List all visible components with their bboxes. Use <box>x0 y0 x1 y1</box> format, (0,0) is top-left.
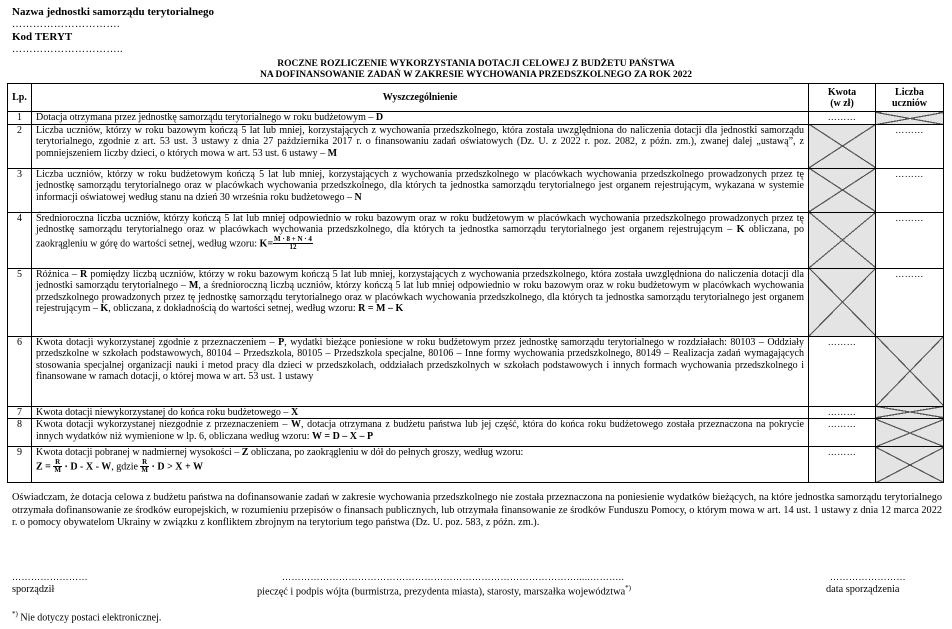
row-description <box>32 406 809 419</box>
table-row <box>8 268 944 336</box>
row-text: Średnioroczna liczba uczniów, którzy kończą 5 lat lub mniej odpowiednio w roku bazowym oraz w roku budżetowym w placówkach wychowania przedszkolnego prowadzonych przez tę jednostkę samorządu terytorialnego oraz w placówkach wychowania przedszkolnego, dla których ta jednostka samorządu terytorialnego jest organem rejestrującym – <box>36 212 804 236</box>
row-description <box>32 112 809 125</box>
row-text: Kwota dotacji niewykorzystanej do końca roku budżetowego – <box>36 406 291 418</box>
row-formula: R = M – K <box>358 303 404 315</box>
row-variable: Z <box>241 447 249 459</box>
row-text-cont: obliczana, po zaokrągleniu w dół do pełnych groszy, według wzoru: <box>248 447 524 459</box>
row-description <box>32 124 809 168</box>
row-lp: 5 <box>8 268 32 336</box>
fraction-denominator: 12 <box>289 243 297 252</box>
fraction-denominator: M <box>54 466 61 475</box>
footnote <box>12 610 161 623</box>
crossed-cell <box>876 419 944 447</box>
row-text: Różnica – <box>36 268 81 280</box>
crossed-cell <box>809 168 876 212</box>
crossed-cell <box>876 112 944 125</box>
row-lp: 2 <box>8 124 32 168</box>
row-variable: M <box>327 147 338 159</box>
row-variable: R <box>80 268 88 280</box>
fraction-denominator: M <box>141 466 149 475</box>
crossed-cell <box>876 336 944 406</box>
col-amount-header-line1: Kwota <box>827 86 857 98</box>
row-text-cont: , dotacja otrzymana z budżetu państwa lub jej część, która do końca roku budżetowego została przeznaczona na pokrycie innych wydatków niż wymienione w lp. 6, obliczana według wzoru: <box>36 419 804 442</box>
col-count-header-line1: Liczba <box>895 86 924 98</box>
table-row <box>8 168 944 212</box>
jst-name-field[interactable]: …………………………. <box>12 19 120 30</box>
author-label: sporządził <box>12 584 55 595</box>
col-count-header-line2: uczniów <box>892 97 927 109</box>
formula-fraction <box>53 459 62 475</box>
amount-field[interactable]: ……… <box>809 406 876 419</box>
row-lp: 9 <box>8 447 32 483</box>
row-description <box>32 212 809 268</box>
table-row <box>8 212 944 268</box>
amount-field[interactable]: ……… <box>809 336 876 406</box>
col-count-header <box>876 84 944 112</box>
row-text-cont-2: , a średnioroczną liczbą uczniów, którzy kończą 5 lat lub mniej odpowiednio w roku bazowym oraz w roku budżetowym w placówkach wychowania przedszkolnego prowadzonych przez tę jednostkę samorządu terytorialnego oraz w placówkach wychowania przedszkolnego, dla których ta jednostka samorządu terytorialnego jest organem rejestrującym – <box>36 280 804 315</box>
row-lp: 3 <box>8 168 32 212</box>
table-row <box>8 336 944 406</box>
stamp-signature-field[interactable]: ………………………………………………………………………………….....……….. <box>282 572 625 582</box>
count-field[interactable]: ……… <box>876 212 944 268</box>
amount-field[interactable]: ……… <box>809 112 876 125</box>
author-signature-field[interactable]: …………………… <box>12 572 88 582</box>
footnote-text: Nie dotyczy postaci elektronicznej. <box>17 612 162 624</box>
row-lp: 8 <box>8 419 32 447</box>
row-text-cont: obliczana, po zaokrągleniu w górę do wartości setnej, według wzoru: <box>36 224 805 250</box>
settlement-table <box>7 83 944 483</box>
row-lp: 7 <box>8 406 32 419</box>
fraction-numerator: R <box>142 457 148 466</box>
formula-fraction-2 <box>140 459 149 475</box>
row-text: Kwota dotacji wykorzystanej niezgodnie z przeznaczeniem – <box>36 419 291 431</box>
crossed-cell <box>809 124 876 168</box>
fraction-numerator: R <box>55 457 61 466</box>
row-text-cont: pomiędzy liczbą uczniów, którzy w roku bazowym kończą 5 lat lub mniej, korzystających z wychowania przedszkolnego, która została uwzględniona do naliczenia dotacji dla jednostki samorządu terytorialnego – <box>36 268 804 292</box>
footnote-mark: *) <box>12 610 18 618</box>
formula-fraction <box>273 236 313 252</box>
table-row <box>8 447 944 483</box>
count-field[interactable]: ……… <box>876 268 944 336</box>
col-lp-header: Lp. <box>8 84 32 112</box>
table-row <box>8 406 944 419</box>
amount-field[interactable]: ……… <box>809 447 876 483</box>
row-variable: P <box>278 336 285 348</box>
table-row <box>8 124 944 168</box>
date-field[interactable]: …………………… <box>830 572 906 582</box>
stamp-label-text: pieczęć i podpis wójta (burmistrza, prezydenta miasta), starosty, marszałka województwa <box>257 586 626 598</box>
row-variable: W <box>291 419 301 431</box>
teryt-label: Kod TERYT <box>12 31 73 43</box>
row-text: Liczba uczniów, którzy w roku budżetowym kończą 5 lat lub mniej, korzystających z wychowania przedszkolnego w placówkach wychowania przedszkolnego prowadzonych przez tę jednostkę samorządu terytorialnego oraz w placówkach wychowania przedszkolnego, dla których ta jednostka samorządu terytorialnego jest organem rejestrującym, wykazana w systemie informacji oświatowej według stanu na dzień 30 września roku budżetowego – <box>36 168 804 203</box>
formula-lhs: Z = <box>36 461 54 473</box>
formula-lhs: K= <box>259 238 274 250</box>
row-description <box>32 168 809 212</box>
row-description <box>32 336 809 406</box>
form-title-line1: ROCZNE ROZLICZENIE WYKORZYSTANIA DOTACJI CELOWEJ Z BUDŻETU PAŃSTWA <box>277 59 675 69</box>
form-title-line2: NA DOFINANSOWANIE ZADAŃ W ZAKRESIE WYCHOWANIA PRZEDSZKOLNEGO ZA ROK 2022 <box>259 70 693 80</box>
crossed-cell <box>809 268 876 336</box>
declaration-statement: Oświadczam, że dotacja celowa z budżetu państwa na dofinansowanie zadań w zakresie wychowania przedszkolnego nie została przeznaczona na poniesienie wydatków bieżących, na które jednostka samorządu terytorialnego otrzymała dofinansowanie ze środków europejskich, w rozumieniu przepisów o finansach publicznych, lub otrzymała finansowanie ze środków Funduszu Pomocy, o którym mowa w art. 14 ust. 1 ustawy z dnia 12 marca 2022 r. o pomocy obywatelom Ukrainy w związku z konfliktem zbrojnym na terytorium tego państwa (Dz. U. poz. 583, z późn. zm.). <box>12 492 942 528</box>
row-text-cont: , wydatki bieżące poniesione w roku budżetowym przez jednostkę samorządu terytorialnego w rozdziałach: 80103 – Oddziały przedszkolne w szkołach podstawowych, 80104 – Przedszkola, 80105 – Przedszkola specjalne, 80106 – Inne formy wychowania przedszkolnego, 80149 – Realizacja zadań wymagających stosowania specjalnej organizacji nauki i metod pracy dla dzieci w przedszkolach, oddziałach przedszkolnych w szkołach podstawowych i innych formach wychowania przedszkolnego i finansowane w ramach dotacji, o której mowa w art. 53 ust. 1 ustawy <box>36 336 804 383</box>
row-description <box>32 447 809 483</box>
footnote-marker: *) <box>625 584 632 592</box>
formula-tail: · D > X + W <box>149 461 204 473</box>
date-label: data sporządzenia <box>826 584 900 595</box>
count-field[interactable]: ……… <box>876 168 944 212</box>
row-description <box>32 268 809 336</box>
row-variable-3: K <box>100 303 109 315</box>
count-field[interactable]: ……… <box>876 124 944 168</box>
row-formula: W = D – X – P <box>312 430 374 442</box>
row-text: Kwota dotacji pobranej w nadmiernej wysokości – <box>36 447 242 459</box>
formula-middle: · D - X - W <box>61 461 112 473</box>
row-lp: 6 <box>8 336 32 406</box>
table-row <box>8 112 944 125</box>
row-text-cont-3: , obliczana, z dokładnością do wartości setnej, według wzoru: <box>108 303 359 315</box>
row-lp: 4 <box>8 212 32 268</box>
row-variable: D <box>375 112 384 123</box>
table-header-row <box>8 84 944 112</box>
formula-condition: , gdzie <box>111 461 141 473</box>
jst-name-label: Nazwa jednostki samorządu terytorialnego <box>12 6 214 18</box>
crossed-cell <box>809 212 876 268</box>
table-row <box>8 419 944 447</box>
col-desc-header: Wyszczególnienie <box>32 84 809 112</box>
crossed-cell <box>876 406 944 419</box>
row-variable: N <box>354 191 362 203</box>
row-variable: K <box>736 224 745 236</box>
row-variable-2: M <box>188 280 199 292</box>
stamp-label <box>257 584 631 597</box>
row-text: Dotacja otrzymana przez jednostkę samorządu terytorialnego w roku budżetowym – <box>36 112 376 123</box>
row-description <box>32 419 809 447</box>
teryt-field[interactable]: ………………………….. <box>12 44 123 55</box>
col-amount-header-line2: (w zł) <box>830 97 854 109</box>
row-variable: X <box>290 406 299 418</box>
crossed-cell <box>876 447 944 483</box>
row-text: Liczba uczniów, którzy w roku bazowym kończą 5 lat lub mniej, korzystających z wychowania przedszkolnego, która została uwzględniona do naliczenia dotacji dla jednostki samorządu terytorialnego, zgodnie z art. 53 ust. 3 ustawy z dnia 27 października 2017 r. o finansowaniu zadań oświatowych (Dz. U. z 2022 r. poz. 2082, z późn. zm.), zwanej dalej „ustawą”, z pomniejszeniem liczby dzieci, o których mowa w art. 53 ust. 6 ustawy – <box>36 124 804 159</box>
row-lp: 1 <box>8 112 32 125</box>
amount-field[interactable]: ……… <box>809 419 876 447</box>
col-amount-header <box>809 84 876 112</box>
fraction-numerator: M · 8 + N · 4 <box>274 234 312 243</box>
row-text: Kwota dotacji wykorzystanej zgodnie z przeznaczeniem – <box>36 336 279 348</box>
